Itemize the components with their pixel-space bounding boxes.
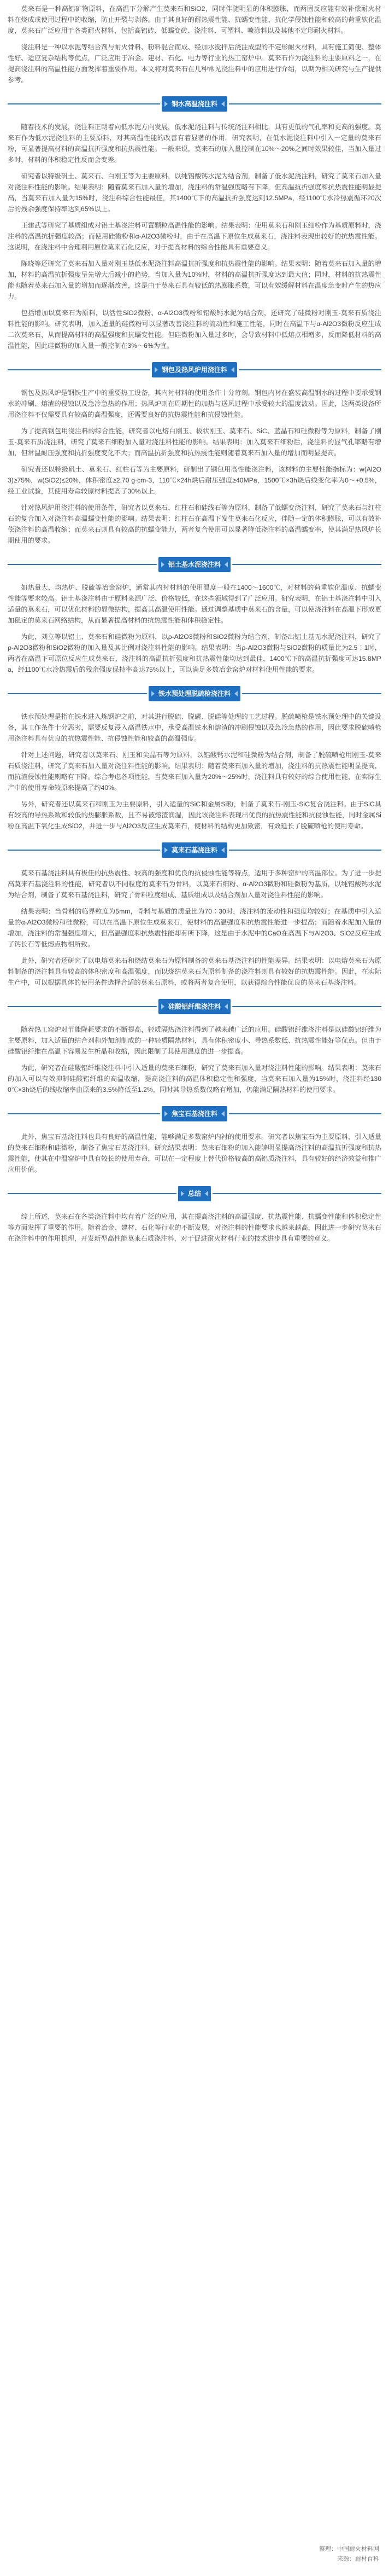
- section-heading: [8, 839, 381, 861]
- paragraph: 为此，刘立等以铝土、莫来石和硅微粉为原料，以ρ-Al2O3微粉和SiO2微粉为结合剂，制备出铝土基无水泥浇注料，研究了ρ-Al2O3微粉和SiO2微粉的加入量及其比例对浇注料性能的影响。结果表明：当ρ-Al2O3微粉与SiO2微粉的质量比为2.5∶1时，两者在高温下可原位反应生成莫来石，浇注料的高温抗折强度和抗热震性能均达到最佳，1400℃下的高温抗折强度可达15.8MPa，经1100℃水冷热震后的残余强度保持率高达75%以上，可以满足多数冶金窑炉对材料使用性能的要求。: [8, 633, 381, 673]
- section-heading: [8, 359, 381, 381]
- paragraph: 结果表明：当骨料的临界粒度为5mm，骨料与基质的质量比为70∶30时，浇注料的流动性和强度均较好；在基质中引入适量的α-Al2O3微粉和硅微粉，可以在高温下原位生成莫来石，使材料的高温强度和抗热震性能进一步提高；而随着水泥加入量的增加，浇注料的常温强度增大，但高温强度和抗热震性能却有所下降，这是由于水泥中的CaO在高温下与Al2O3、SiO2反应生成了钙长石等低熔点物相所致。: [8, 908, 381, 948]
- paragraph: 陈晓等还研究了莫来石加入量对刚玉基低水泥浇注料高温抗折强度和抗热震性能的影响。结果表明：随着莫来石加入量的增加，材料的高温抗折强度呈先增大后减小的趋势，当加入量为10%时，材料的高温抗折强度达到最大值；同时，材料的抗热震性能也随着莫来石加入量的增加而逐渐改善，这是由于莫来石具有较低的热膨胀系数，可以有效缓解材料在温度急变时产生的热应力。: [8, 260, 381, 300]
- paragraph: 为了提高钢包用浇注料的综合性能，研究者以电熔白刚玉、板状刚玉、莫来石、SiC、蓝晶石和硅微粉等为原料，制备了刚玉-莫来石质浇注料，研究了莫来石细粉加入量对浇注料性能的影响。结果表明：加入莫来石细粉后，浇注料的显气孔率略有增加，但常温耐压强度和抗折强度变化不大；而高温抗折强度和抗热震性能则随着莫来石加入量的增加而明显提高。: [8, 427, 381, 457]
- paragraph: 钢包及热风炉是钢铁生产中的重要热工设备，其内衬材料的使用条件十分苛刻。钢包内衬在盛装高温钢水的过程中要承受钢水的冲刷、熔渣的侵蚀以及急冷急热的作用；热风炉则在周期性的加热与送风过程中承受较大的温度波动。因此，这两类设备所用浇注料不仅需要具有较高的高温强度，还需要良好的抗热震性能和抗侵蚀性能。: [8, 389, 381, 418]
- section-heading: [8, 1183, 381, 1205]
- article-footer: [319, 2544, 379, 2564]
- paragraph: 此外，研究者还研究了以电熔莫来石和烧结莫来石为原料制备的莫来石基浇注料的性能差异。结果表明：以电熔莫来石为原料制备的浇注料具有较高的体积密度和高温强度，而以烧结莫来石为原料制备的浇注料则具有较好的抗热震性能。因此，在实际生产中，可以根据具体的使用条件选择合适的莫来石原料，或将两者复合使用，以获得综合性能优良的莫来石基浇注料。: [8, 957, 381, 986]
- paragraph: 综上所述，莫来石在各类浇注料中均有着广泛的应用，其在提高浇注料的高温强度、抗热震性能、抗蠕变性能和体积稳定性等方面发挥了重要的作用。随着冶金、建材、石化等行业的不断发展，对浇注料的性能要求也越来越高，因此进一步研究莫来石在浇注料中的作用机理，开发新型高性能莫来石质浇注料，对于促进耐火材料行业的技术进步具有重要的意义。: [8, 1213, 381, 1242]
- paragraph: 另外，研究者还以莫来石和刚玉为主要原料，引入适量的SiC和金属Si粉，制备了莫来石-刚玉-SiC复合浇注料。由于SiC具有较高的导热系数和较低的热膨胀系数，且不易被熔渣润湿，因此该浇注料表现出优良的抗热震性能和抗侵蚀性能，同时金属Si粉在高温下氧化生成SiO2，并进一步与Al2O3反应生成莫来石，使材料的结构更加致密，有效延长了脱硫喷枪的使用寿命。: [8, 800, 381, 830]
- section-heading: [8, 93, 381, 115]
- paragraph: 莫来石是一种高铝矿物原料，在高温下分解产生莫来石和SiO2，同时伴随明显的体积膨胀，而两固反应能有效补偿耐火材料在烧成或使用过程中的收缩，防止开裂与剥落。由于其良好的耐热震性能、抗蠕变性能、抗化学侵蚀性能和较高的荷重软化温度，莫来石广泛应用于各类耐火材料，包括高铝砖、低蠕变砖、浇注料、可塑料、喷涂料以及其他不定形耐火材料。: [8, 5, 381, 34]
- section-heading: [8, 1103, 381, 1125]
- section-heading: [8, 683, 381, 705]
- footer-source: 来源：耐材百科: [337, 2556, 379, 2562]
- section-title: 硅酸铝纤维浇注料: [158, 999, 231, 1014]
- paragraph: 研究者还以特级矾土、莫来石、红柱石等为主要原料，研制出了钢包用高性能浇注料，该材料的主要性能指标为：w(Al2O3)≥75%，w(SiO2)≤20%，体积密度≥2.70 g·cm-3，110℃×24h烘后耐压强度≥40MPa，1500℃×3h烧后线变化率为0～+0.5%，经工业试验，其使用寿命较原材料提高了30%以上。: [8, 466, 381, 495]
- footer-editor: 整理：中国耐火材料网: [319, 2546, 379, 2552]
- paragraph: 随着技术的发展，浇注料正朝着向低水泥方向发展，低水泥浇注料与传统浇注料相比，具有更低的气孔率和更高的强度。莫来石作为低水泥浇注料的主要原料，对其高温性能的改善有着显著的作用。研究表明，在低水泥浇注料中引入一定量的莫来石粉，可显著提高材料的高温抗折强度和抗热震性能。一般来说，莫来石的加入量控制在10%～20%之间时效果较佳，当加入量过多时，材料的体积稳定性反而会变差。: [8, 123, 381, 164]
- paragraph: 如热量大、均热炉、脱硫等冶金窑炉，通常其内衬材料的使用温度一般在1400～1600℃，对材料的荷重软化温度、抗蠕变性能等要求较高。铝土基浇注料由于原料来源广泛、价格较低，在这些领域得到了广泛应用。研究表明，在铝土基浇注料中引入适量的莫来石，可以优化材料的显微结构，提高其高温使用性能。通过调整基质中莫来石的含量，可以使浇注料在高温下形成更加稳定的莫来石网络结构，从而显著提高材料的抗热震性能和体积稳定性。: [8, 584, 381, 624]
- paragraph: 王建武等研究了基质组成对铝土基浇注料可置颗粒高温性能的影响。结果表明：使用莫来石和刚玉细粉作为基质原料时，浇注料的高温抗折强度较高；而使用硅微粉和α-Al2O3微粉时，由于在高温下原位生成莫来石，浇注料表现出较好的抗热震性能。这说明，在浇注料中合理利用原位莫来石化反应，对于提高材料的综合性能具有重要意义。: [8, 222, 381, 251]
- section-title: 钢水高温浇注料: [162, 96, 227, 112]
- paragraph: 莫来石基浇注料具有极佳的抗热震性、较高的强度和优良的抗侵蚀性能等特点，适用于多种窑炉的高温部位。为了进一步提高莫来石基浇注料的性能，研究者以不同粒度的莫来石为骨料，以莫来石细粉、α-Al2O3微粉和硅微粉为基质，以纯铝酸钙水泥为结合剂，制备了莫来石基浇注料，研究了骨料粒度组成、基质组成以及结合剂加入量对浇注料性能的影响。: [8, 869, 381, 899]
- section-title: 总结: [178, 1186, 211, 1201]
- section-title: 铁水预处理脱硫枪浇注料: [149, 686, 240, 701]
- article-body: [8, 3, 381, 1244]
- section-heading: [8, 996, 381, 1017]
- article-page: [0, 3, 389, 2576]
- section-title: 钢包及热风炉用浇注料: [152, 362, 237, 377]
- section-title: 焦宝石基浇注料: [162, 1106, 227, 1121]
- paragraph: 此外，焦宝石基浇注料也具有良好的高温性能，能够满足多数窑炉内衬的使用要求。研究者以焦宝石为主要原料，引入适量的莫来石细粉和硅微粉，制备了焦宝石基浇注料，研究结果表明：莫来石细粉的加入能够明显提高浇注料的高温抗折强度和抗热震性能，使其在中温窑炉中具有较长的使用寿命，可以在一定程度上替代价格较高的高铝质浇注料，具有较好的经济效益和推广应用价值。: [8, 1133, 381, 1173]
- paragraph: 铁水预处理是指在铁水进入炼钢炉之前，对其进行脱硫、脱磷、脱硅等处理的工艺过程。脱硫喷枪是铁水预处理中的关键设备，其工作条件十分恶劣，需要反复浸入高温铁水中，承受高温铁水和熔渣的冲刷侵蚀以及急冷急热的作用，因此要求脱硫喷枪用浇注料具有优良的抗热震性能、抗侵蚀性能和较高的高温强度。: [8, 713, 381, 742]
- paragraph: 研究者以特级矾土、莫来石、白刚玉等为主要原料，以纯铝酸钙水泥为结合剂，制备了低水泥浇注料，研究了莫来石加入量对浇注料性能的影响。结果表明：随着莫来石加入量的增加，浇注料的常温强度略有下降，但高温抗折强度和抗热震性能明显提高，当莫来石加入量为15%时，浇注料综合性能最佳，其1400℃下的高温抗折强度达到12.5MPa，经1100℃水冷热震循环20次后的残余强度保持率达到65%以上。: [8, 172, 381, 213]
- paragraph: 浇注料是一种以水泥等结合剂与耐火骨料、粉料混合而成、经加水搅拌后浇注成型的不定形耐火材料，具有施工简便、整体性好、适应复杂结构等优点，广泛应用于冶金、建材、石化、电力等行业的热工窑炉中。莫来石作为浇注料的主要原料之一，在提高浇注料的高温性能方面发挥着重要作用。本文将对莫来石在几种常见浇注料中的应用进行介绍，以期为相关研究与生产提供参考。: [8, 43, 381, 84]
- paragraph: 针对上述问题，研究者以莫来石、刚玉和尖晶石等为原料，以铝酸钙水泥和硅微粉为结合剂，制备了脱硫喷枪用刚玉-莫来石质浇注料，研究了莫来石加入量对浇注料性能的影响。结果表明：随着莫来石加入量的增加，浇注料的抗热震性能明显提高，而抗渣侵蚀性能则略有下降。综合考虑各项性能，当莫来石加入量为20%～25%时，浇注料具有较好的综合使用性能，在实际生产中的使用寿命较原来提高了约40%。: [8, 751, 381, 792]
- section-title: 莫来石基浇注料: [162, 842, 227, 858]
- paragraph: 为此，研究者在硅酸铝纤维浇注料中引入适量的莫来石细粉，研究了莫来石加入量对浇注料性能的影响。结果表明：莫来石的加入可以有效抑制硅酸铝纤维的高温收缩，提高浇注料的高温体积稳定性和强度，当莫来石加入量为15%时，浇注料经1300℃×3h烧后的线收缩率由原来的3.5%降低至1.2%，同时其导热系数仅略有增加，仍能满足隔热材料的使用要求。: [8, 1064, 381, 1094]
- paragraph: 包括增加以莫来石为原料，以活性SiO2微粉、α-Al2O3微粉和铝酸钙水泥为结合剂，还研究了硅微粉对刚玉-莫来石质浇注料性能的影响。研究表明，加入适量的硅微粉可以显著改善浇注料的流动性和施工性能，同时在高温下与α-Al2O3微粉反应生成二次莫来石，从而提高材料的高温强度和抗蠕变性能。但硅微粉加入量过多时，会导致材料中低熔点相增多，反而降低材料的高温性能，因此硅微粉的加入量一般控制在3%～6%为宜。: [8, 309, 381, 350]
- section-title: 铝土基水泥浇注料: [158, 557, 231, 572]
- paragraph: 随着热工窑炉对节能降耗要求的不断提高，轻质隔热浇注料得到了越来越广泛的应用。硅酸铝纤维浇注料是以硅酸铝纤维为主要原料，加入适量的结合剂和外加剂制成的一种轻质隔热材料，具有体积密度小、导热系数低、抗热震性能好等优点。但由于硅酸铝纤维在高温下容易发生析晶和收缩，因此限制了其使用温度的进一步提高。: [8, 1026, 381, 1055]
- paragraph: 针对热风炉用浇注料的使用条件，研究者以莫来石、红柱石和硅线石等为原料，制备了低蠕变浇注料，研究了莫来石与红柱石的复合加入对浇注料高温蠕变性能的影响。结果表明：红柱石在高温下发生莫来石化反应，伴随一定的体积膨胀，可以有效补偿浇注料的高温收缩；而莫来石则具有较高的抗蠕变能力，两者复合使用可以显著降低浇注料的高温蠕变率，使其满足热风炉长期使用的要求。: [8, 504, 381, 544]
- section-heading: [8, 554, 381, 575]
